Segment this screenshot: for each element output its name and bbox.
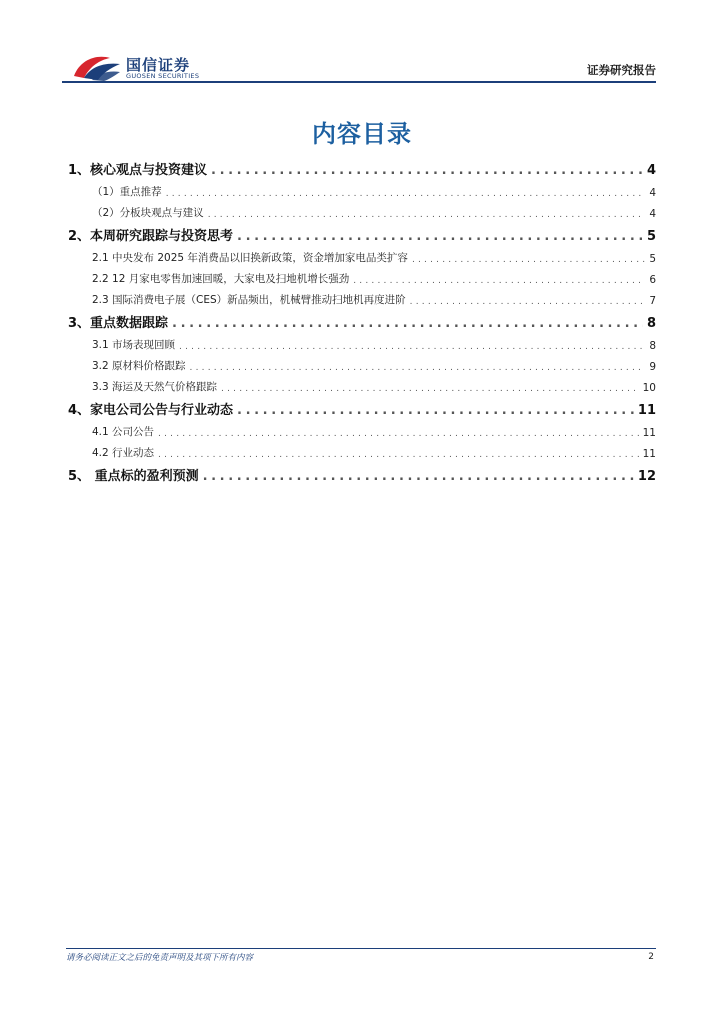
toc-entry-page: 5 xyxy=(649,253,656,265)
footer-divider xyxy=(66,948,656,949)
toc-leader-dots xyxy=(410,297,646,307)
toc-entry[interactable] xyxy=(68,199,656,220)
toc-entry-label: （2）分板块观点与建议 xyxy=(92,207,204,219)
toc-entry-label: 4.1 公司公告 xyxy=(92,426,155,438)
logo-english-name: GUOSEN SECURITIES xyxy=(126,72,200,80)
toc-leader-dots xyxy=(237,403,634,418)
toc-entry-page: 7 xyxy=(649,295,656,307)
toc-entry-label: 2.3 国际消费电子展（CES）新品频出，机械臂推动扫地机再度进阶 xyxy=(92,294,406,306)
toc-entry-page: 9 xyxy=(649,361,656,373)
toc-entry-label: 3.2 原材料价格跟踪 xyxy=(92,360,186,372)
toc-entry-page: 4 xyxy=(646,163,656,178)
toc-leader-dots xyxy=(237,229,643,244)
toc-entry-label: 2.1 中央发布 2025 年消费品以旧换新政策，资金增加家电品类扩容 xyxy=(92,252,408,264)
toc-leader-dots xyxy=(172,316,643,331)
toc-entry[interactable] xyxy=(68,418,656,439)
guosen-logo-mark-icon xyxy=(70,50,124,82)
toc-entry-page: 12 xyxy=(637,469,656,484)
toc-entry[interactable] xyxy=(68,331,656,352)
toc-entry-page: 11 xyxy=(642,448,656,460)
toc-entry[interactable] xyxy=(68,178,656,199)
toc-entry-label: 1、核心观点与投资建议 xyxy=(68,163,208,178)
toc-entry-label: 2.2 12 月家电零售加速回暖，大家电及扫地机增长强劲 xyxy=(92,273,350,285)
footer-disclaimer: 请务必阅读正文之后的免责声明及其项下所有内容 xyxy=(66,953,254,963)
toc-entry[interactable] xyxy=(68,439,656,460)
toc-entry[interactable] xyxy=(68,286,656,307)
toc-leader-dots xyxy=(208,210,646,220)
toc-entry[interactable] xyxy=(68,373,656,394)
toc-entry-label: 5、 重点标的盈利预测 xyxy=(68,469,199,484)
toc-leader-dots xyxy=(166,189,646,199)
toc-entry[interactable] xyxy=(68,154,656,178)
toc-entry-page: 10 xyxy=(642,382,656,394)
guosen-logo xyxy=(70,50,220,84)
toc-entry[interactable] xyxy=(68,244,656,265)
toc-leader-dots xyxy=(158,429,639,439)
toc-entry-label: 3、重点数据跟踪 xyxy=(68,316,169,331)
toc-leader-dots xyxy=(353,276,645,286)
toc-entry-page: 11 xyxy=(642,427,656,439)
report-type-label: 证券研究报告 xyxy=(587,63,656,77)
toc-entry-page: 8 xyxy=(646,316,656,331)
toc-entry-label: （1）重点推荐 xyxy=(92,186,162,198)
toc-entry[interactable] xyxy=(68,460,656,484)
toc-entry-label: 3.3 海运及天然气价格跟踪 xyxy=(92,381,218,393)
toc-entry[interactable] xyxy=(68,307,656,331)
toc-entry-page: 5 xyxy=(646,229,656,244)
table-of-contents xyxy=(68,154,656,484)
toc-entry-page: 4 xyxy=(649,187,656,199)
toc-entry[interactable] xyxy=(68,352,656,373)
toc-leader-dots xyxy=(190,363,646,373)
toc-leader-dots xyxy=(221,384,639,394)
toc-entry-label: 4.2 行业动态 xyxy=(92,447,155,459)
toc-leader-dots xyxy=(412,255,645,265)
page-number: 2 xyxy=(648,952,654,962)
toc-entry-label: 4、家电公司公告与行业动态 xyxy=(68,403,234,418)
toc-title: 内容目录 xyxy=(312,120,412,148)
toc-entry-page: 4 xyxy=(649,208,656,220)
toc-leader-dots xyxy=(203,469,634,484)
toc-entry-label: 3.1 市场表现回顾 xyxy=(92,339,176,351)
toc-entry-page: 6 xyxy=(649,274,656,286)
toc-leader-dots xyxy=(179,342,645,352)
toc-leader-dots xyxy=(211,163,643,178)
toc-entry[interactable] xyxy=(68,265,656,286)
toc-entry-page: 8 xyxy=(649,340,656,352)
toc-entry-page: 11 xyxy=(637,403,656,418)
toc-leader-dots xyxy=(158,450,639,460)
logo-chinese-name: 国信证券 xyxy=(126,56,191,74)
header-divider xyxy=(62,81,656,83)
toc-entry[interactable] xyxy=(68,220,656,244)
page-header xyxy=(66,48,656,84)
toc-entry-label: 2、本周研究跟踪与投资思考 xyxy=(68,229,234,244)
toc-entry[interactable] xyxy=(68,394,656,418)
